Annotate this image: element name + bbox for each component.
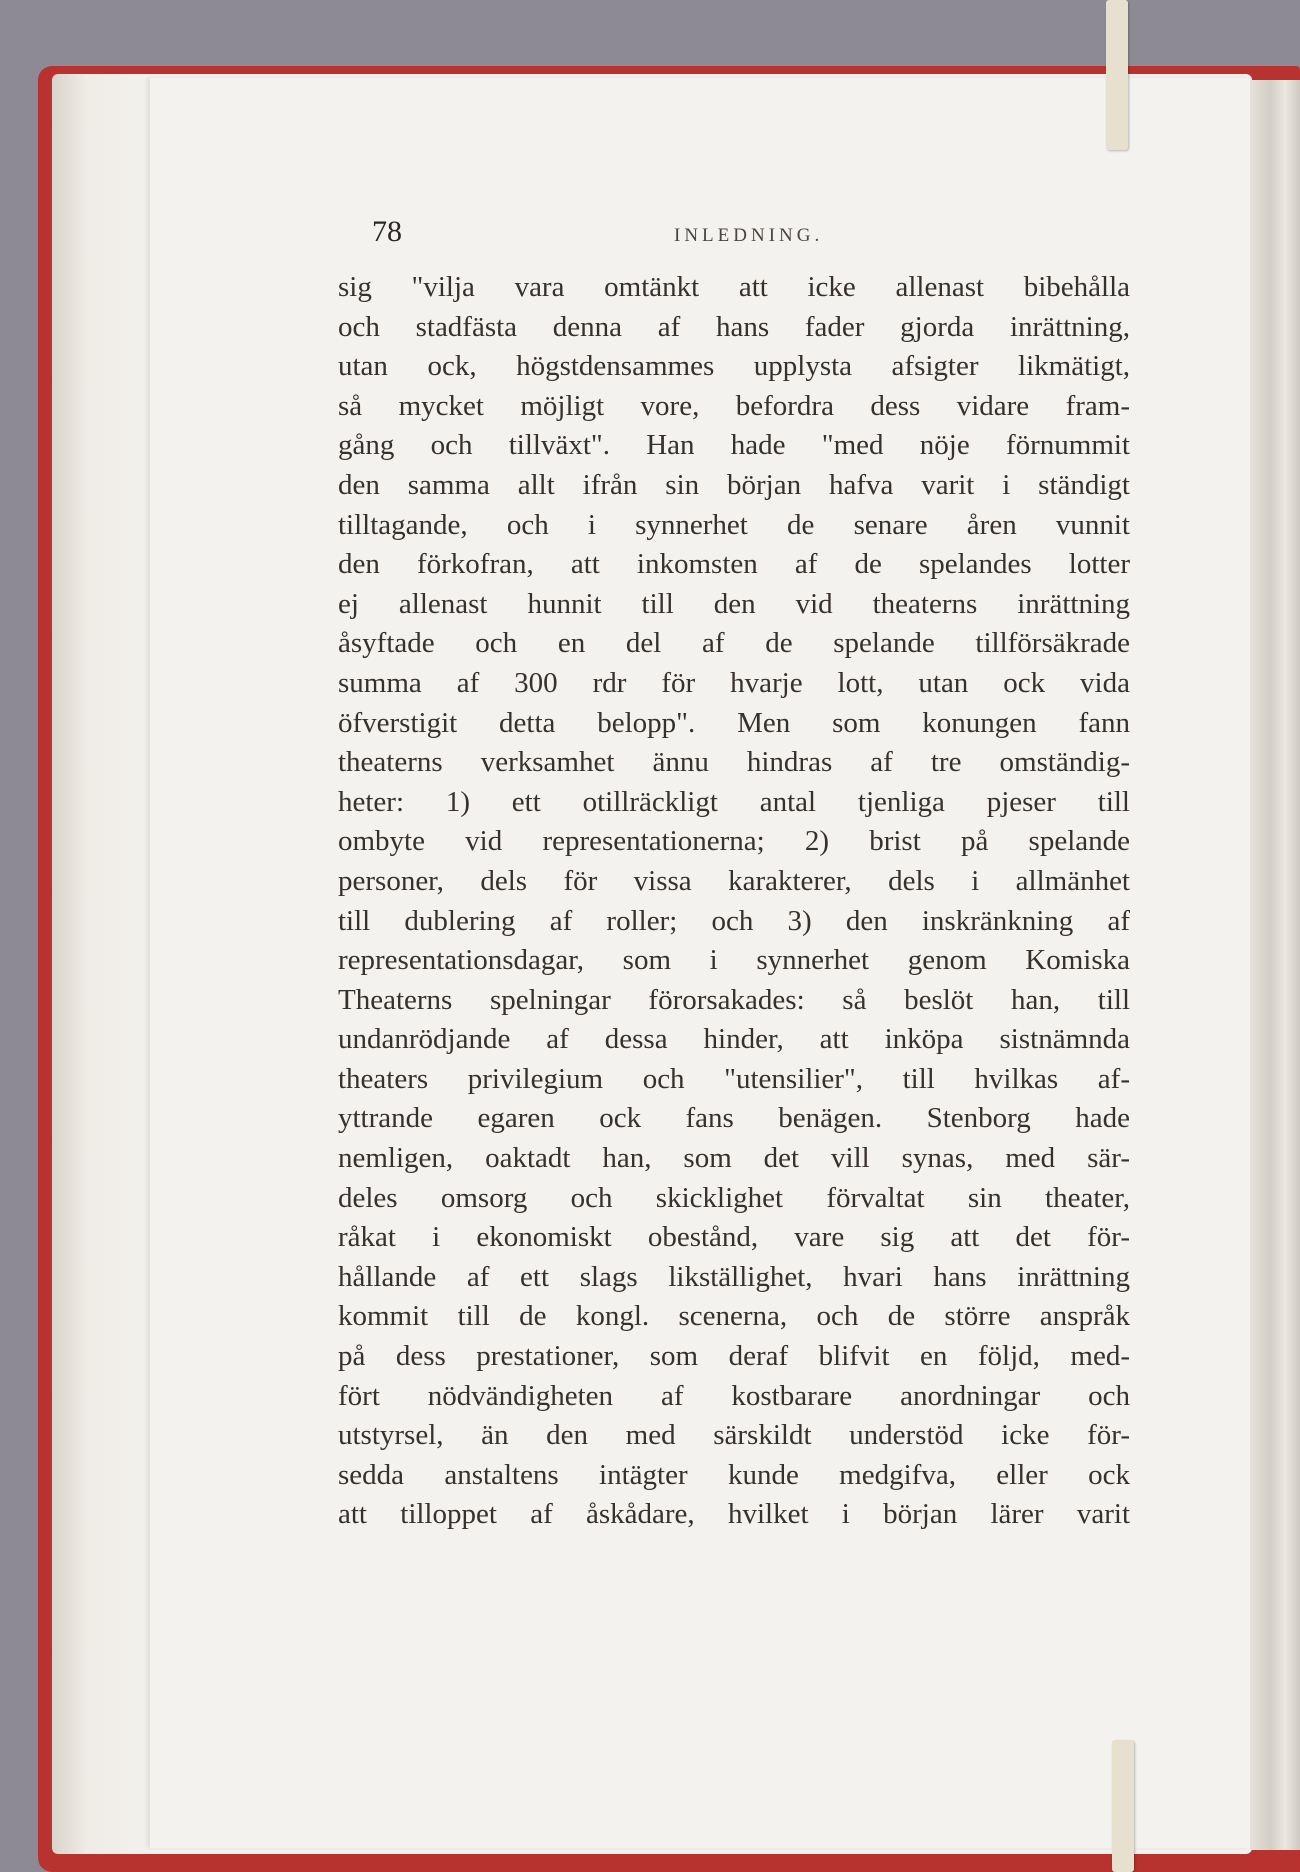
page-number: 78	[372, 215, 402, 248]
text-line: på dess prestationer, som deraf blifvit en följd, med-	[338, 1340, 1130, 1373]
text-line: ej allenast hunnit till den vid theaterns inrättning	[338, 587, 1130, 620]
text-line: heter: 1) ett otillräckligt antal tjenliga pjeser till	[338, 785, 1130, 818]
text-line: sig "vilja vara omtänkt att icke allenast bibehålla	[338, 271, 1130, 303]
bookmark-ribbon-top	[1106, 0, 1128, 150]
text-line: råkat i ekonomiskt obestånd, vare sig att det för-	[338, 1221, 1130, 1254]
text-line: fört nödvändigheten af kostbarare anordningar och	[338, 1379, 1130, 1412]
text-line: så mycket möjligt vore, befordra dess vidare fram-	[338, 389, 1130, 422]
page-header	[372, 215, 1132, 255]
text-line: till dublering af roller; och 3) den inskränkning af	[338, 904, 1130, 937]
text-line: öfverstigit detta belopp". Men som konungen fann	[338, 706, 1130, 739]
text-line: Theaterns spelningar förorsakades: så beslöt han, till	[338, 983, 1130, 1016]
text-line: yttrande egaren ock fans benägen. Stenborg hade	[338, 1102, 1130, 1135]
running-title: INLEDNING.	[674, 225, 824, 246]
book-fore-edge	[1250, 80, 1300, 1850]
text-line: theaters privilegium och "utensilier", till hvilkas af-	[338, 1062, 1130, 1095]
text-line: sedda anstaltens intägter kunde medgifva, eller ock	[338, 1458, 1130, 1491]
text-line: theaterns verksamhet ännu hindras af tre omständig-	[338, 746, 1130, 779]
text-line: utan ock, högstdensammes upplysta afsigter likmätigt,	[338, 350, 1130, 383]
body-text	[338, 268, 1130, 1535]
text-line: personer, dels för vissa karakterer, dels i allmänhet	[338, 864, 1130, 897]
text-line: ombyte vid representationerna; 2) brist på spelande	[338, 825, 1130, 858]
text-line: nemligen, oaktadt han, som det vill synas, med sär-	[338, 1142, 1130, 1175]
text-line: och stadfästa denna af hans fader gjorda inrättning,	[338, 310, 1130, 343]
text-line: kommit till de kongl. scenerna, och de större anspråk	[338, 1300, 1130, 1333]
bookmark-ribbon-bottom	[1112, 1740, 1134, 1872]
text-line: tilltagande, och i synnerhet de senare åren vunnit	[338, 508, 1130, 541]
text-line: representationsdagar, som i synnerhet genom Komiska	[338, 944, 1130, 977]
text-line: åsyftade och en del af de spelande tillförsäkrade	[338, 627, 1130, 660]
text-line: hållande af ett slags likställighet, hvari hans inrättning	[338, 1260, 1130, 1293]
text-line: summa af 300 rdr för hvarje lott, utan ock vida	[338, 666, 1130, 699]
text-line: den förkofran, att inkomsten af de spelandes lotter	[338, 548, 1130, 581]
text-line: deles omsorg och skicklighet förvaltat sin theater,	[338, 1181, 1130, 1214]
text-line: utstyrsel, än den med särskildt understöd icke för-	[338, 1419, 1130, 1452]
text-line: att tilloppet af åskådare, hvilket i början lärer varit	[338, 1498, 1130, 1531]
text-line: den samma allt ifrån sin början hafva varit i ständigt	[338, 468, 1130, 501]
text-line: gång och tillväxt". Han hade "med nöje förnummit	[338, 429, 1130, 462]
text-line: undanrödjande af dessa hinder, att inköpa sistnämnda	[338, 1023, 1130, 1056]
